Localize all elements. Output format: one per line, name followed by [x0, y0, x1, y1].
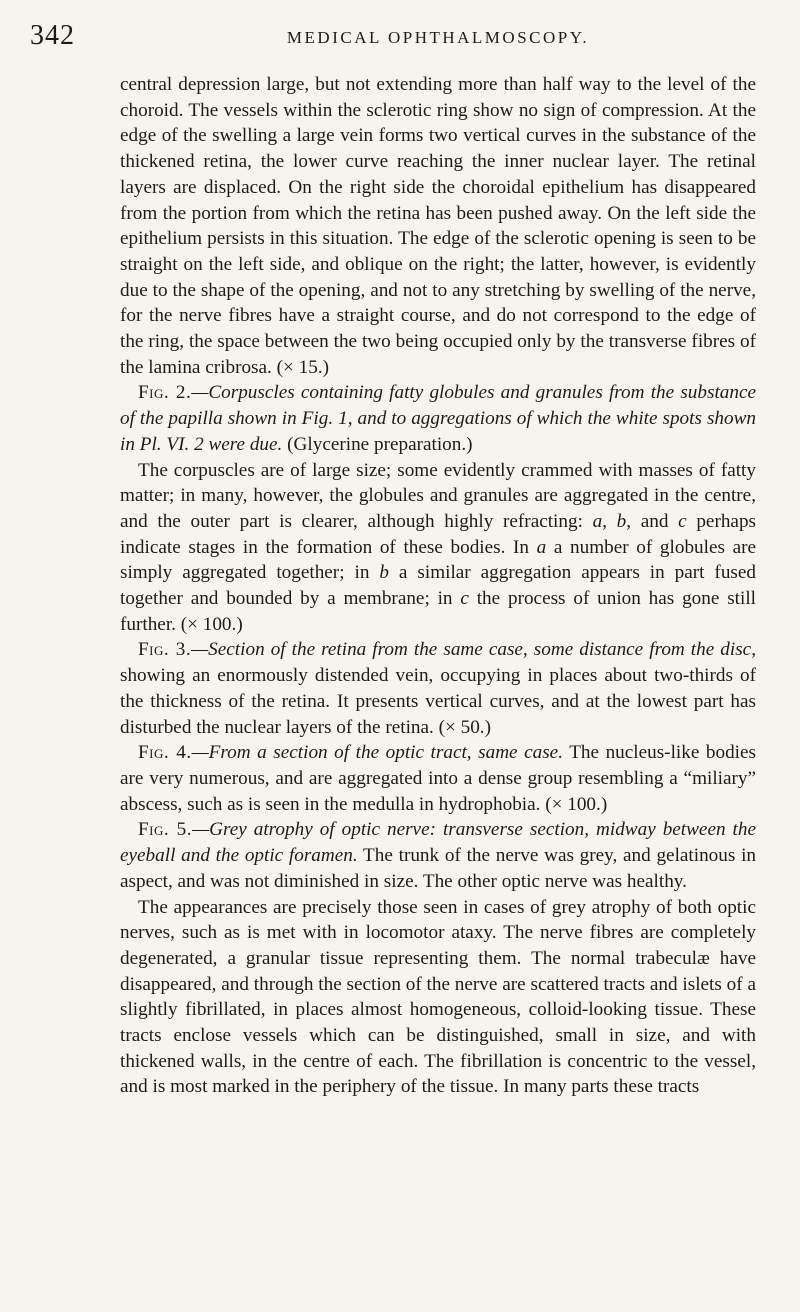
- page-number: 342: [30, 20, 75, 51]
- running-header: [30, 20, 756, 60]
- paragraph-continuation: [120, 72, 756, 380]
- figure-4-description: [120, 740, 756, 817]
- figure-letter: a: [592, 510, 603, 532]
- figure-5-description: [120, 817, 756, 894]
- text-run: perhaps indicate stages in the formation of these bodies. In: [120, 510, 757, 558]
- figure-letter: c: [678, 510, 687, 532]
- figure-letter: b: [379, 562, 389, 584]
- paragraph-text: The appearances are precisely those seen in cases of grey atrophy of both optic nerves, such as is met with in locomotor ataxy. The nerve fibres are completely degenerated, a granular tissue representing them. The normal trabeculæ have disappeared, and through the section of the nerve are scattered tracts and islets of a slightly fibrillated, in places almost homogeneous, colloid-looking tissue. These tracts enclose vessels which can be distinguished, small in size, and with thickened walls, in the centre of each. The fibrillation is concentric to the vessel, and is most marked in the periphery of the tissue. In many parts these tracts: [120, 896, 756, 1098]
- body-text: [120, 72, 756, 1100]
- figure-3-description: [120, 637, 756, 740]
- figure-caption: —From a section of the optic tract, same case.: [191, 742, 563, 764]
- running-title: MEDICAL OPHTHALMOSCOPY.: [286, 28, 590, 47]
- figure-caption: —Corpuscles containing fatty globules and granules from the substance of the papilla shown in Fig. 1, and to aggregations of which the white spots shown in Pl. VI. 2 were due.: [120, 382, 757, 455]
- figure-letter: c: [460, 588, 469, 610]
- figure-text: The trunk of the nerve was grey, and gelatinous in aspect, and was not diminished in size. The other optic nerve was healthy.: [120, 845, 756, 892]
- text-run: the process of union has gone still further. (× 100.): [120, 588, 756, 635]
- paragraph-grey-atrophy: [120, 895, 756, 1101]
- text-run: , and: [626, 510, 679, 532]
- paragraph-corpuscles: [120, 458, 756, 638]
- figure-label: Fig. 5.: [138, 819, 193, 841]
- figure-label: Fig. 2.: [138, 382, 192, 404]
- paragraph-text: central depression large, but not extending more than half way to the level of the choroid. The vessels within the sclerotic ring show no sign of compression. At the edge of the swelling a large vein forms two vertical curves in the substance of the thickened retina, the lower curve reaching the inner nuclear layer. The retinal layers are displaced. On the right side the choroidal epithelium has disappeared from the portion from which the retina has been pushed away. On the left side the epithelium persists in this situation. The edge of the sclerotic opening is seen to be straight on the left side, and oblique on the right; the latter, however, is evidently due to the shape of the opening, and not to any stretching by swelling of the nerve, for the nerve fibres have a straight course, and do not correspond to the edge of the ring, the space between the two being occupied only by the transverse fibres of the lamina cribrosa. (× 15.): [120, 74, 756, 378]
- figure-text: (Glycerine preparation.): [282, 433, 473, 455]
- text-run: a similar aggregation appears in part fused together and bounded by a membrane; in: [120, 562, 756, 610]
- text-run: The corpuscles are of large size; some evidently crammed with masses of fatty matter; in many, however, the globules and granules are aggregated in the centre, and the outer part is clearer, although highly refracting:: [120, 459, 756, 532]
- figure-2-description: [120, 380, 756, 457]
- figure-letter: b: [616, 510, 627, 532]
- figure-letter: a: [536, 536, 547, 558]
- text-run: ,: [602, 510, 617, 532]
- figure-text: The nucleus-like bodies are very numerous, and are aggregated into a dense group resembling a “miliary” abscess, such as is seen in the medulla in hydrophobia. (× 100.): [120, 742, 756, 815]
- figure-label: Fig. 3.: [138, 639, 192, 661]
- text-run: a number of globules are simply aggregated together; in: [120, 536, 757, 584]
- figure-caption: —Grey atrophy of optic nerve: transverse section, midway between the eyeball and the optic foramen.: [120, 819, 756, 867]
- figure-label: Fig. 4.: [138, 742, 192, 764]
- figure-caption: —Section of the retina from the same case, some distance from the disc,: [191, 639, 756, 661]
- figure-text: showing an enormously distended vein, occupying in places about two-thirds of the thickness of the retina. It presents vertical curves, and at the lowest part has disturbed the nuclear layers of the retina. (× 50.): [120, 665, 756, 738]
